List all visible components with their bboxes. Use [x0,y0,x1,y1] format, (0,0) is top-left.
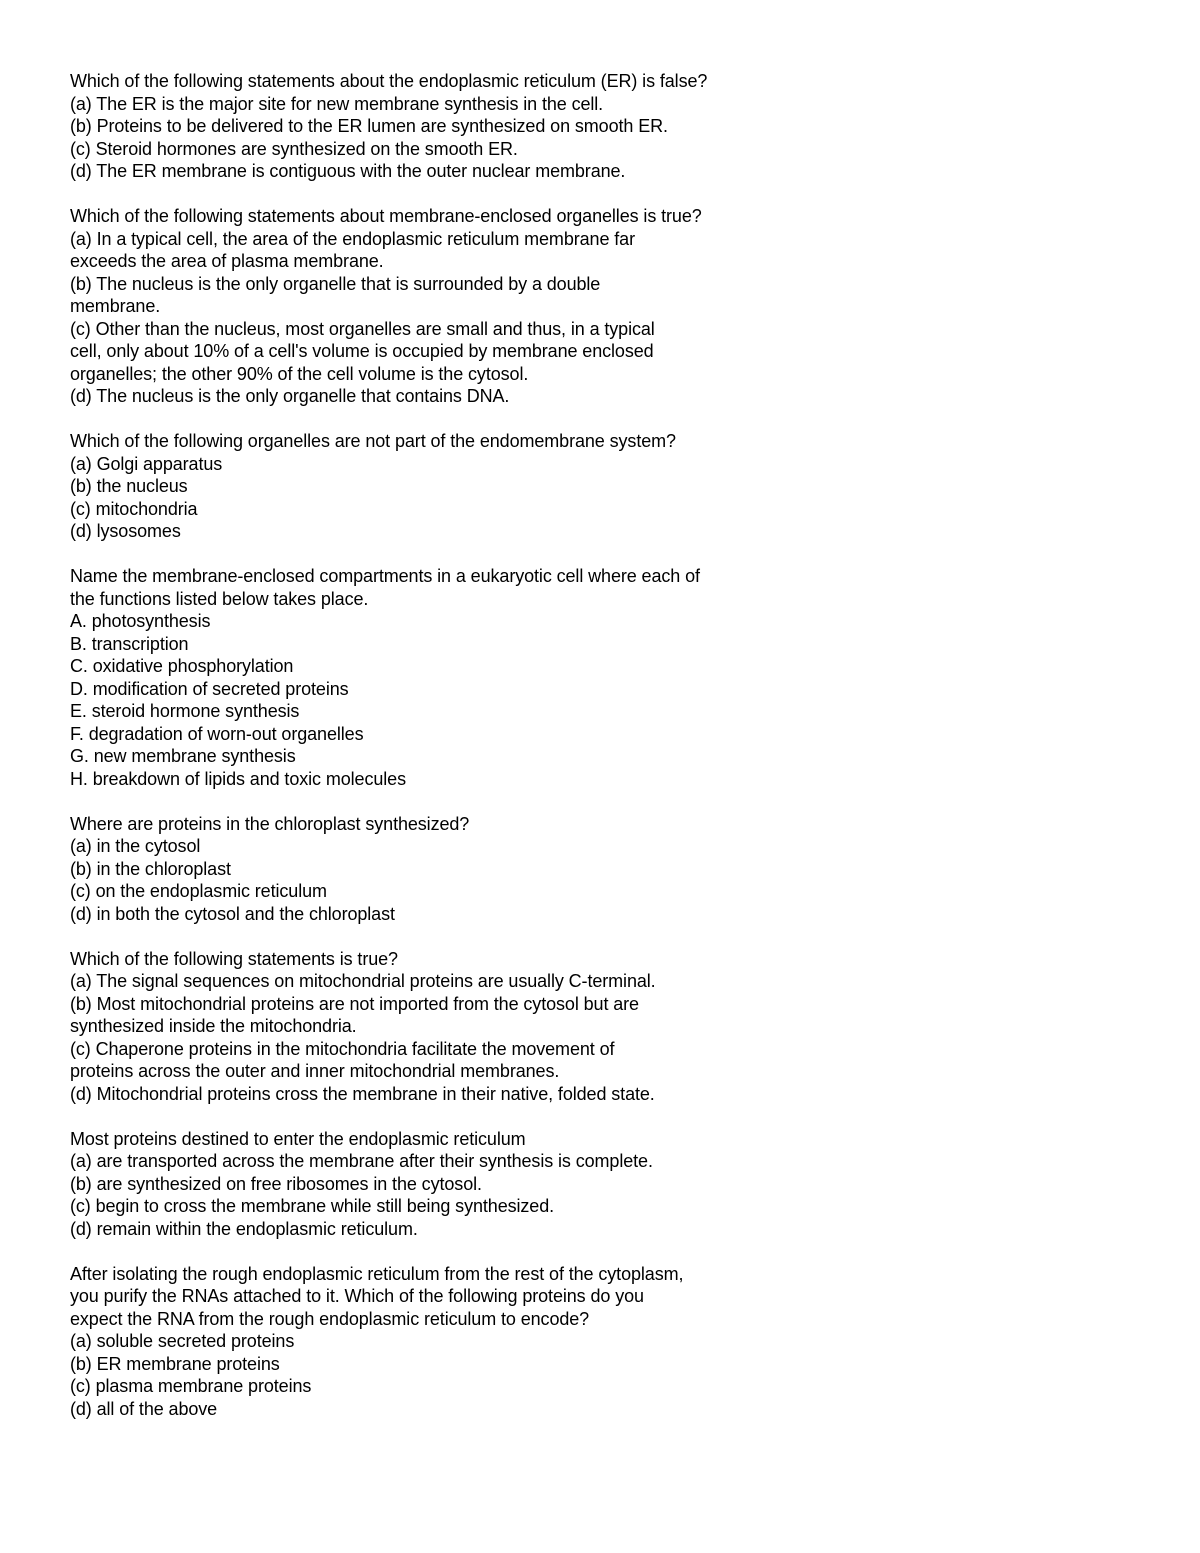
question-stem: After isolating the rough endoplasmic reticulum from the rest of the cytoplasm, [70,1263,684,1284]
question-stem: Which of the following statements about membrane-enclosed organelles is true? [70,206,702,226]
answer-option: (a) Golgi apparatus [70,453,223,474]
question-stem: Which of the following statements is true? [70,948,398,969]
question-5 [70,813,1130,926]
answer-option: (a) soluble secreted proteins [70,1331,295,1351]
answer-option: (d) in both the cytosol and the chloroplast [70,903,395,924]
answer-option: (a) are transported across the membrane after their synthesis is complete. [70,1151,653,1171]
question-stem: Which of the following statements about the endoplasmic reticulum (ER) is false? [70,71,708,91]
answer-option: (b) The nucleus is the only organelle that is surrounded by a double [70,273,601,294]
list-item: D. modification of secreted proteins [70,678,349,699]
answer-option: (d) all of the above [70,1398,218,1419]
answer-option: (c) mitochondria [70,498,198,519]
question-4 [70,565,1130,790]
answer-option-continued: organelles; the other 90% of the cell volume is the cytosol. [70,363,529,384]
answer-option: (c) on the endoplasmic reticulum [70,881,327,901]
answer-option: (c) begin to cross the membrane while still being synthesized. [70,1196,555,1216]
list-item: F. degradation of worn-out organelles [70,723,364,744]
document-page [70,70,1130,1443]
list-item: B. transcription [70,633,189,654]
answer-option: (d) remain within the endoplasmic reticulum. [70,1218,418,1239]
answer-option: (d) Mitochondrial proteins cross the membrane in their native, folded state. [70,1083,655,1104]
question-stem: Which of the following organelles are not part of the endomembrane system? [70,431,676,451]
question-stem-continued: expect the RNA from the rough endoplasmic reticulum to encode? [70,1308,590,1329]
answer-option-continued: proteins across the outer and inner mitochondrial membranes. [70,1061,560,1081]
answer-option: (b) Most mitochondrial proteins are not imported from the cytosol but are [70,993,639,1014]
answer-option-continued: exceeds the area of plasma membrane. [70,251,384,271]
question-3 [70,430,1130,543]
question-1 [70,70,1130,183]
answer-option-continued: membrane. [70,296,161,316]
answer-option: (d) The nucleus is the only organelle that contains DNA. [70,386,510,406]
answer-option: (c) Steroid hormones are synthesized on the smooth ER. [70,138,518,159]
list-item: C. oxidative phosphorylation [70,656,294,676]
list-item: G. new membrane synthesis [70,746,296,766]
answer-option: (a) In a typical cell, the area of the endoplasmic reticulum membrane far [70,228,635,249]
list-item: E. steroid hormone synthesis [70,701,300,721]
answer-option: (b) ER membrane proteins [70,1353,280,1374]
answer-option: (d) The ER membrane is contiguous with the outer nuclear membrane. [70,161,626,181]
question-stem: Where are proteins in the chloroplast synthesized? [70,813,470,834]
answer-option: (a) The signal sequences on mitochondrial proteins are usually C-terminal. [70,971,656,991]
list-item: H. breakdown of lipids and toxic molecules [70,768,406,789]
answer-option: (c) Other than the nucleus, most organelles are small and thus, in a typical [70,318,655,339]
question-stem-continued: the functions listed below takes place. [70,588,369,609]
question-stem: Name the membrane-enclosed compartments in a eukaryotic cell where each of [70,566,700,586]
question-7 [70,1128,1130,1241]
answer-option: (b) the nucleus [70,476,188,496]
answer-option: (a) The ER is the major site for new membrane synthesis in the cell. [70,93,604,114]
answer-option-continued: synthesized inside the mitochondria. [70,1016,357,1036]
answer-option: (b) Proteins to be delivered to the ER lumen are synthesized on smooth ER. [70,116,668,136]
answer-option: (c) Chaperone proteins in the mitochondria facilitate the movement of [70,1038,615,1059]
question-6 [70,948,1130,1106]
answer-option: (c) plasma membrane proteins [70,1376,312,1396]
answer-option: (d) lysosomes [70,521,181,541]
question-2 [70,205,1130,408]
answer-option: (a) in the cytosol [70,836,201,856]
answer-option-continued: cell, only about 10% of a cell's volume is occupied by membrane enclosed [70,341,654,361]
question-8 [70,1263,1130,1421]
question-stem-continued: you purify the RNAs attached to it. Which of the following proteins do you [70,1286,644,1306]
answer-option: (b) in the chloroplast [70,858,231,879]
question-stem: Most proteins destined to enter the endoplasmic reticulum [70,1128,526,1149]
list-item: A. photosynthesis [70,611,211,631]
answer-option: (b) are synthesized on free ribosomes in the cytosol. [70,1173,482,1194]
